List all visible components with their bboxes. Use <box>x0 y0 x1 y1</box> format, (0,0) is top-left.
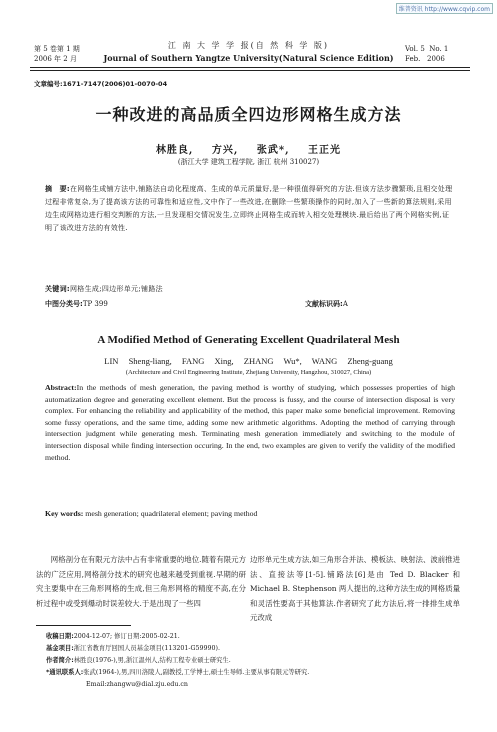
classification-line <box>45 299 455 309</box>
volume-issue-cn: 第 5 卷第 1 期 <box>34 45 80 53</box>
abstract-cn-text: 在网格生成铺方法中,铺路法自动化程度高、生成的单元质量好,是一种很值得研究的方法.但该方法步骤繁琐,且相交处理过程非常复杂,为了提高该方法的可靠性和适应性,文中作了一些改进,在删除一些繁琐操作的同时,加入了一些新的算法规则,采用边生成网格边进行相交判断的方法,一旦发现相交情况发生,立即终止网格生成而转入相交处理模块.最后给出了两个网格实例,证明了该改进方法的有效性. <box>45 185 453 232</box>
year-en: 2006 <box>427 55 445 63</box>
clc-value: TP 399 <box>82 300 108 308</box>
clc-label: 中图分类号: <box>45 300 83 308</box>
keywords-en <box>45 509 455 518</box>
keywords-en-text: mesh generation; quadrilateral element; paving method <box>85 509 258 518</box>
issue-en: No. 1 <box>429 45 449 53</box>
english-authors: LIN Sheng-liang, FANG Xing, ZHANG Wu*, WANG Zheng-guang <box>104 356 393 366</box>
keywords-cn-label: 关键词: <box>45 285 70 293</box>
journal-name-cn: 江 南 大 学 学 报(自 然 科 学 版) <box>167 41 330 50</box>
english-affiliation: (Architecture and Civil Engineering Institute, Zhejiang University, Hangzhou, 310027, China) <box>125 369 372 376</box>
abstract-en-text: In the methods of mesh generation, the paving method is worthy of studying, which possesses properties of high automatization degree and generating excellent element. But the process is fussy, and the course of intersection disposal is very complex. For enhancing the reliability and applicability of the method, this paper make some beneficial improvement. Removing some fussy operations, and the same time, adding some new arithmetic algorithms. Adopting the method of carrying through intersection judgment while generating mesh. Terminating mesh generation immediately and switching to the module of intersection disposal while finding intersection occuring. In the end, two examples are given to verify the validity of the modified method. <box>45 383 455 462</box>
keywords-en-label: Key words: <box>45 509 84 518</box>
abstract-cn-label: 摘 要: <box>45 185 70 193</box>
abstract-en-label: Abstract: <box>45 383 77 392</box>
footnote-author-bio: 作者简介:林胜良(1976-),男,浙江温州人,结构工程专业硕士研究生. <box>46 657 231 664</box>
doc-code-label: 文献标识码: <box>305 300 343 308</box>
footnote-rule <box>36 625 131 626</box>
keywords-cn <box>45 283 455 296</box>
watermark: 维普资讯 http://www.cqvip.com <box>396 3 493 14</box>
header-rule-thin <box>30 70 470 71</box>
article-number: 文章编号:1671-7147(2006)01-0070-04 <box>34 80 168 88</box>
footnote-corresponding: *通讯联系人:张武(1964-),男,四川洛陵人,副教授,工学博士,硕士生导师.主要从事有限元等研究. <box>46 669 310 676</box>
doc-code-value: A <box>342 300 348 308</box>
journal-name-en: Journal of Southern Yangtze University(Natural Science Edition) <box>103 53 394 63</box>
footnote-received: 收稿日期:2004-12-07; 修订日期:2005-02-21. <box>46 633 180 640</box>
month-en: Feb. <box>405 55 421 63</box>
paper-title: 一种改进的高品质全四边形网格生成方法 <box>95 105 402 124</box>
body-column-right: 边形单元生成方法,如三角形合并法、模板法、映射法、波前推进法、直接法等[1-5].铺路法[6]是由 Ted D. Blacker 和 Michael B. Stephenson 两人提出的,这种方法生成的网格质量和灵活性要高于其他算法.作者研究了此方法后,将一排排生成单元改成 <box>250 555 460 623</box>
header-rule <box>30 67 470 68</box>
body-column-left: 网格剖分在有限元方法中占有非常重要的地位.随着有限元方法的广泛应用,网格剖分技术的研究也越来越受到重视.早期的研究主要集中在三角形网格的生成,但三角形网格的精度不高,在分析过程中或受到爆动时误差较大.于是出现了一些四 <box>36 555 246 608</box>
authors: 林胜良, 方兴, 张武*, 王正光 <box>155 145 342 156</box>
abstract-cn <box>45 183 455 235</box>
abstract-en <box>45 382 455 463</box>
affiliation: (浙江大学 建筑工程学院, 浙江 杭州 310027) <box>177 158 320 166</box>
date-cn: 2006 年 2 月 <box>34 55 77 63</box>
footnote-fund: 基金项目:浙江省教育厅回国人员基金项目(113201-G59990). <box>46 645 221 652</box>
english-title: A Modified Method of Generating Excellent Quadrilateral Mesh <box>97 334 400 346</box>
volume-en: Vol. 5 <box>405 45 425 53</box>
footnote-email: Email:zhangwu@dial.zju.edu.cn <box>86 681 188 688</box>
header-right <box>405 44 461 64</box>
keywords-cn-text: 网格生成;四边形单元;铺路法 <box>70 285 163 293</box>
